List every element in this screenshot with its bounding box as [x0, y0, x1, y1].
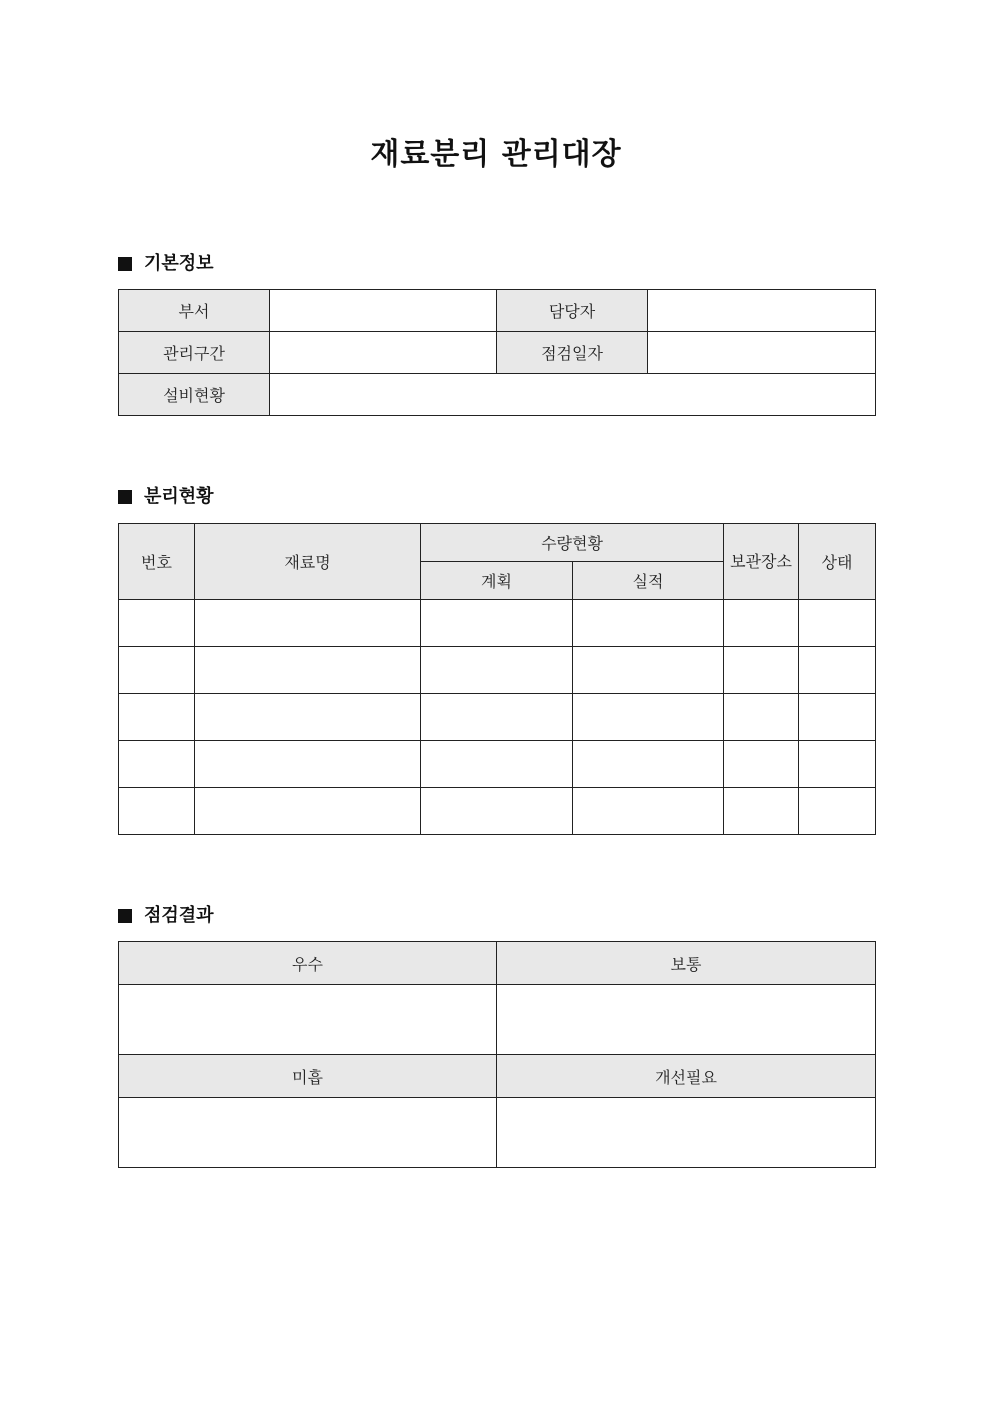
- basic-info-heading: [118, 251, 214, 277]
- basic-info-row: [119, 290, 876, 332]
- storage-location-header: 보관장소: [724, 524, 799, 600]
- separation-status-heading-text: 분리현황: [144, 486, 214, 507]
- basic-info-table: [118, 289, 876, 416]
- insufficient-label: 미흡: [119, 1055, 497, 1098]
- actual-cell[interactable]: [573, 788, 724, 835]
- material-name-cell[interactable]: [195, 600, 421, 647]
- department-label: 부서: [119, 290, 270, 332]
- table-row: [119, 647, 876, 694]
- manager-label: 담당자: [497, 290, 648, 332]
- table-row: [119, 600, 876, 647]
- inspection-result-heading-text: 점검결과: [144, 905, 214, 926]
- inspection-date-field[interactable]: [648, 332, 876, 374]
- actual-cell[interactable]: [573, 741, 724, 788]
- material-name-cell[interactable]: [195, 694, 421, 741]
- excellent-label: 우수: [119, 942, 497, 985]
- needs-improvement-field[interactable]: [497, 1098, 876, 1168]
- needs-improvement-label: 개선필요: [497, 1055, 876, 1098]
- status-header-row: [119, 524, 876, 562]
- state-cell[interactable]: [799, 694, 876, 741]
- excellent-field[interactable]: [119, 985, 497, 1055]
- number-cell[interactable]: [119, 741, 195, 788]
- state-header: 상태: [799, 524, 876, 600]
- state-cell[interactable]: [799, 647, 876, 694]
- result-header-row: [119, 942, 876, 985]
- plan-cell[interactable]: [421, 647, 573, 694]
- basic-info-row: [119, 332, 876, 374]
- plan-cell[interactable]: [421, 741, 573, 788]
- state-cell[interactable]: [799, 600, 876, 647]
- department-field[interactable]: [270, 290, 497, 332]
- result-header-row: [119, 1055, 876, 1098]
- table-row: [119, 694, 876, 741]
- storage-location-cell[interactable]: [724, 788, 799, 835]
- state-cell[interactable]: [799, 741, 876, 788]
- number-cell[interactable]: [119, 694, 195, 741]
- table-row: [119, 741, 876, 788]
- result-body-row: [119, 985, 876, 1055]
- actual-cell[interactable]: [573, 600, 724, 647]
- storage-location-cell[interactable]: [724, 600, 799, 647]
- material-name-cell[interactable]: [195, 788, 421, 835]
- manager-field[interactable]: [648, 290, 876, 332]
- inspection-result-table: [118, 941, 876, 1168]
- storage-location-cell[interactable]: [724, 741, 799, 788]
- plan-cell[interactable]: [421, 600, 573, 647]
- result-body-row: [119, 1098, 876, 1168]
- equipment-status-label: 설비현황: [119, 374, 270, 416]
- square-bullet-icon: [118, 490, 132, 504]
- square-bullet-icon: [118, 909, 132, 923]
- insufficient-field[interactable]: [119, 1098, 497, 1168]
- material-name-cell[interactable]: [195, 647, 421, 694]
- number-header: 번호: [119, 524, 195, 600]
- separation-status-heading: [118, 484, 214, 510]
- actual-cell[interactable]: [573, 647, 724, 694]
- normal-label: 보통: [497, 942, 876, 985]
- storage-location-cell[interactable]: [724, 694, 799, 741]
- equipment-status-field[interactable]: [270, 374, 876, 416]
- material-name-header: 재료명: [195, 524, 421, 600]
- section-field[interactable]: [270, 332, 497, 374]
- inspection-date-label: 점검일자: [497, 332, 648, 374]
- number-cell[interactable]: [119, 788, 195, 835]
- actual-cell[interactable]: [573, 694, 724, 741]
- inspection-result-heading: [118, 903, 214, 929]
- table-row: [119, 788, 876, 835]
- normal-field[interactable]: [497, 985, 876, 1055]
- plan-cell[interactable]: [421, 694, 573, 741]
- actual-header: 실적: [573, 562, 724, 600]
- number-cell[interactable]: [119, 600, 195, 647]
- material-name-cell[interactable]: [195, 741, 421, 788]
- number-cell[interactable]: [119, 647, 195, 694]
- document-title: 재료분리 관리대장: [370, 137, 622, 172]
- basic-info-row: [119, 374, 876, 416]
- plan-cell[interactable]: [421, 788, 573, 835]
- square-bullet-icon: [118, 257, 132, 271]
- separation-status-table: [118, 523, 876, 835]
- basic-info-heading-text: 기본정보: [144, 253, 214, 274]
- state-cell[interactable]: [799, 788, 876, 835]
- storage-location-cell[interactable]: [724, 647, 799, 694]
- plan-header: 계획: [421, 562, 573, 600]
- section-label: 관리구간: [119, 332, 270, 374]
- quantity-status-header: 수량현황: [421, 524, 724, 562]
